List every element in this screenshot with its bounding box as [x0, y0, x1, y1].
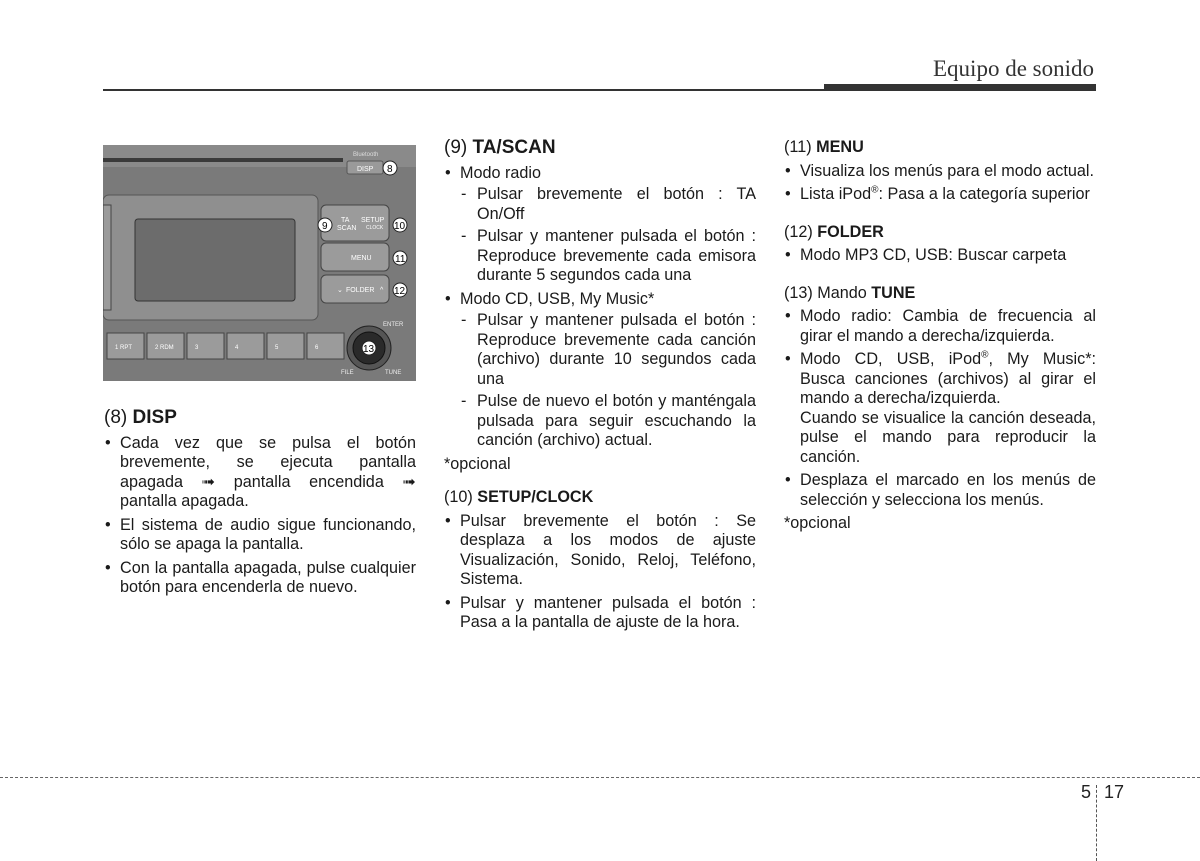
- footnote-optional: *opcional: [784, 514, 851, 532]
- section-heading-tascan: (9) TA/SCAN: [444, 137, 556, 158]
- preset-button-label: 3: [195, 345, 199, 351]
- tascan-list: [444, 164, 756, 451]
- page-number-divider: [1096, 785, 1098, 861]
- tune-list: [784, 307, 1096, 510]
- preset-button-6: [307, 333, 344, 359]
- svg-text:9: 9: [322, 221, 328, 232]
- disp-list: [104, 434, 416, 598]
- svg-text:ENTER: ENTER: [383, 322, 404, 328]
- svg-text:TA: TA: [341, 217, 350, 224]
- list-item: • Desplaza el marcado en los menús de selección y selecciona los menús.: [784, 471, 1096, 510]
- preset-button-3: [187, 333, 224, 359]
- list-item: • Cada vez que se pulsa el botón brevemente, se ejecuta pantalla apagada ➟ pantalla encendida ➟ pantalla apagada.: [104, 434, 416, 512]
- list-item: • El sistema de audio sigue funcionando, sólo se apaga la pantalla.: [104, 516, 416, 555]
- footnote-optional: *opcional: [444, 454, 511, 473]
- list-item: • Modo radio: Cambia de frecuencia al girar el mando a derecha/izquierda.: [784, 307, 1096, 346]
- svg-text:⌄: ⌄: [337, 287, 343, 294]
- svg-text:TUNE: TUNE: [385, 370, 402, 376]
- sub-item: - Pulse de nuevo el botón y manténgala pulsada para seguir escuchando la canción (archivo) actual.: [460, 392, 756, 451]
- column-disp: [104, 408, 416, 602]
- list-item: • Modo MP3 CD, USB: Buscar carpeta: [784, 246, 1096, 266]
- preset-button-label: 6: [315, 345, 319, 351]
- list-item: • Modo CD, USB, iPod®, My Music*: Busca canciones (archivos) al girar el mando a derecha/izquierda. Cuando se visualice la canción deseada, pulse el mando para reproducir la canción.: [784, 350, 1096, 467]
- page-number: 17: [1104, 782, 1125, 802]
- preset-button-label: 1 RPT: [115, 345, 133, 351]
- svg-text:MENU: MENU: [351, 255, 372, 262]
- svg-text:12: 12: [394, 286, 406, 297]
- bluetooth-label: Bluetooth: [353, 152, 379, 158]
- preset-button-5: [267, 333, 304, 359]
- preset-button-label: 5: [275, 345, 279, 351]
- svg-text:CLOCK: CLOCK: [366, 225, 384, 231]
- footer-dashed-rule: [0, 777, 1200, 778]
- display-screen: [135, 219, 295, 301]
- svg-text:8: 8: [387, 164, 393, 175]
- svg-text:SCAN: SCAN: [337, 225, 357, 232]
- column-menu-folder-tune: [784, 138, 1096, 534]
- menu-list: [784, 162, 1096, 205]
- section-heading-tune: (13) Mando TUNE: [784, 283, 916, 302]
- section-heading-setup: (10) SETUP/CLOCK: [444, 488, 594, 506]
- svg-text:FILE: FILE: [341, 370, 354, 376]
- list-item: • Modo CD, USB, My Music* - Pulsar y mantener pulsada el botón : Reproduce brevemente cada canción (archivo) durante 10 segundos cada una - Pulse de nuevo el botón y manténgala pulsada para seguir escuchando la canción (archivo) actual.: [444, 290, 756, 451]
- svg-text:13: 13: [363, 344, 375, 355]
- svg-text:^: ^: [380, 287, 384, 294]
- sub-item: - Pulsar brevemente el botón : TA On/Off: [460, 185, 756, 224]
- svg-text:11: 11: [395, 254, 406, 265]
- list-item: • Pulsar brevemente el botón : Se desplaza a los modos de ajuste Visualización, Sonido, Reloj, Teléfono, Sistema.: [444, 512, 756, 590]
- setup-list: [444, 512, 756, 633]
- svg-text:FOLDER: FOLDER: [346, 287, 375, 294]
- list-item: • Visualiza los menús para el modo actual.: [784, 162, 1096, 182]
- list-item: • Modo radio - Pulsar brevemente el botón : TA On/Off - Pulsar y mantener pulsada el botón : Reproduce brevemente cada emisora durante 5 segundos cada una: [444, 164, 756, 286]
- preset-button-label: 2 RDM: [155, 345, 174, 351]
- disp-button-label: DISP: [357, 166, 374, 173]
- list-item: • Lista iPod®: Pasa a la categoría superior: [784, 185, 1096, 205]
- section-heading-folder: (12) FOLDER: [784, 222, 884, 241]
- folder-list: [784, 246, 1096, 266]
- section-heading-disp: (8) DISP: [104, 407, 177, 428]
- preset-button-label: 4: [235, 345, 239, 351]
- section-heading-menu: (11) MENU: [784, 138, 864, 156]
- svg-text:10: 10: [394, 221, 406, 232]
- radio-head-unit-figure: [103, 145, 416, 381]
- list-item: • Con la pantalla apagada, pulse cualquier botón para encenderla de nuevo.: [104, 559, 416, 598]
- header-rule: [103, 89, 1096, 91]
- preset-button-4: [227, 333, 264, 359]
- list-item: • Pulsar y mantener pulsada el botón : Pasa a la pantalla de ajuste de la hora.: [444, 594, 756, 633]
- column-tascan-setup: [444, 138, 756, 637]
- chapter-number: 5: [1081, 782, 1092, 802]
- svg-text:SETUP: SETUP: [361, 217, 385, 224]
- sub-item: - Pulsar y mantener pulsada el botón : Reproduce brevemente cada emisora durante 5 segundos cada una: [460, 227, 756, 286]
- sub-item: - Pulsar y mantener pulsada el botón : Reproduce brevemente cada canción (archivo) durante 10 segundos cada una: [460, 311, 756, 389]
- running-header: Equipo de sonido: [933, 56, 1094, 81]
